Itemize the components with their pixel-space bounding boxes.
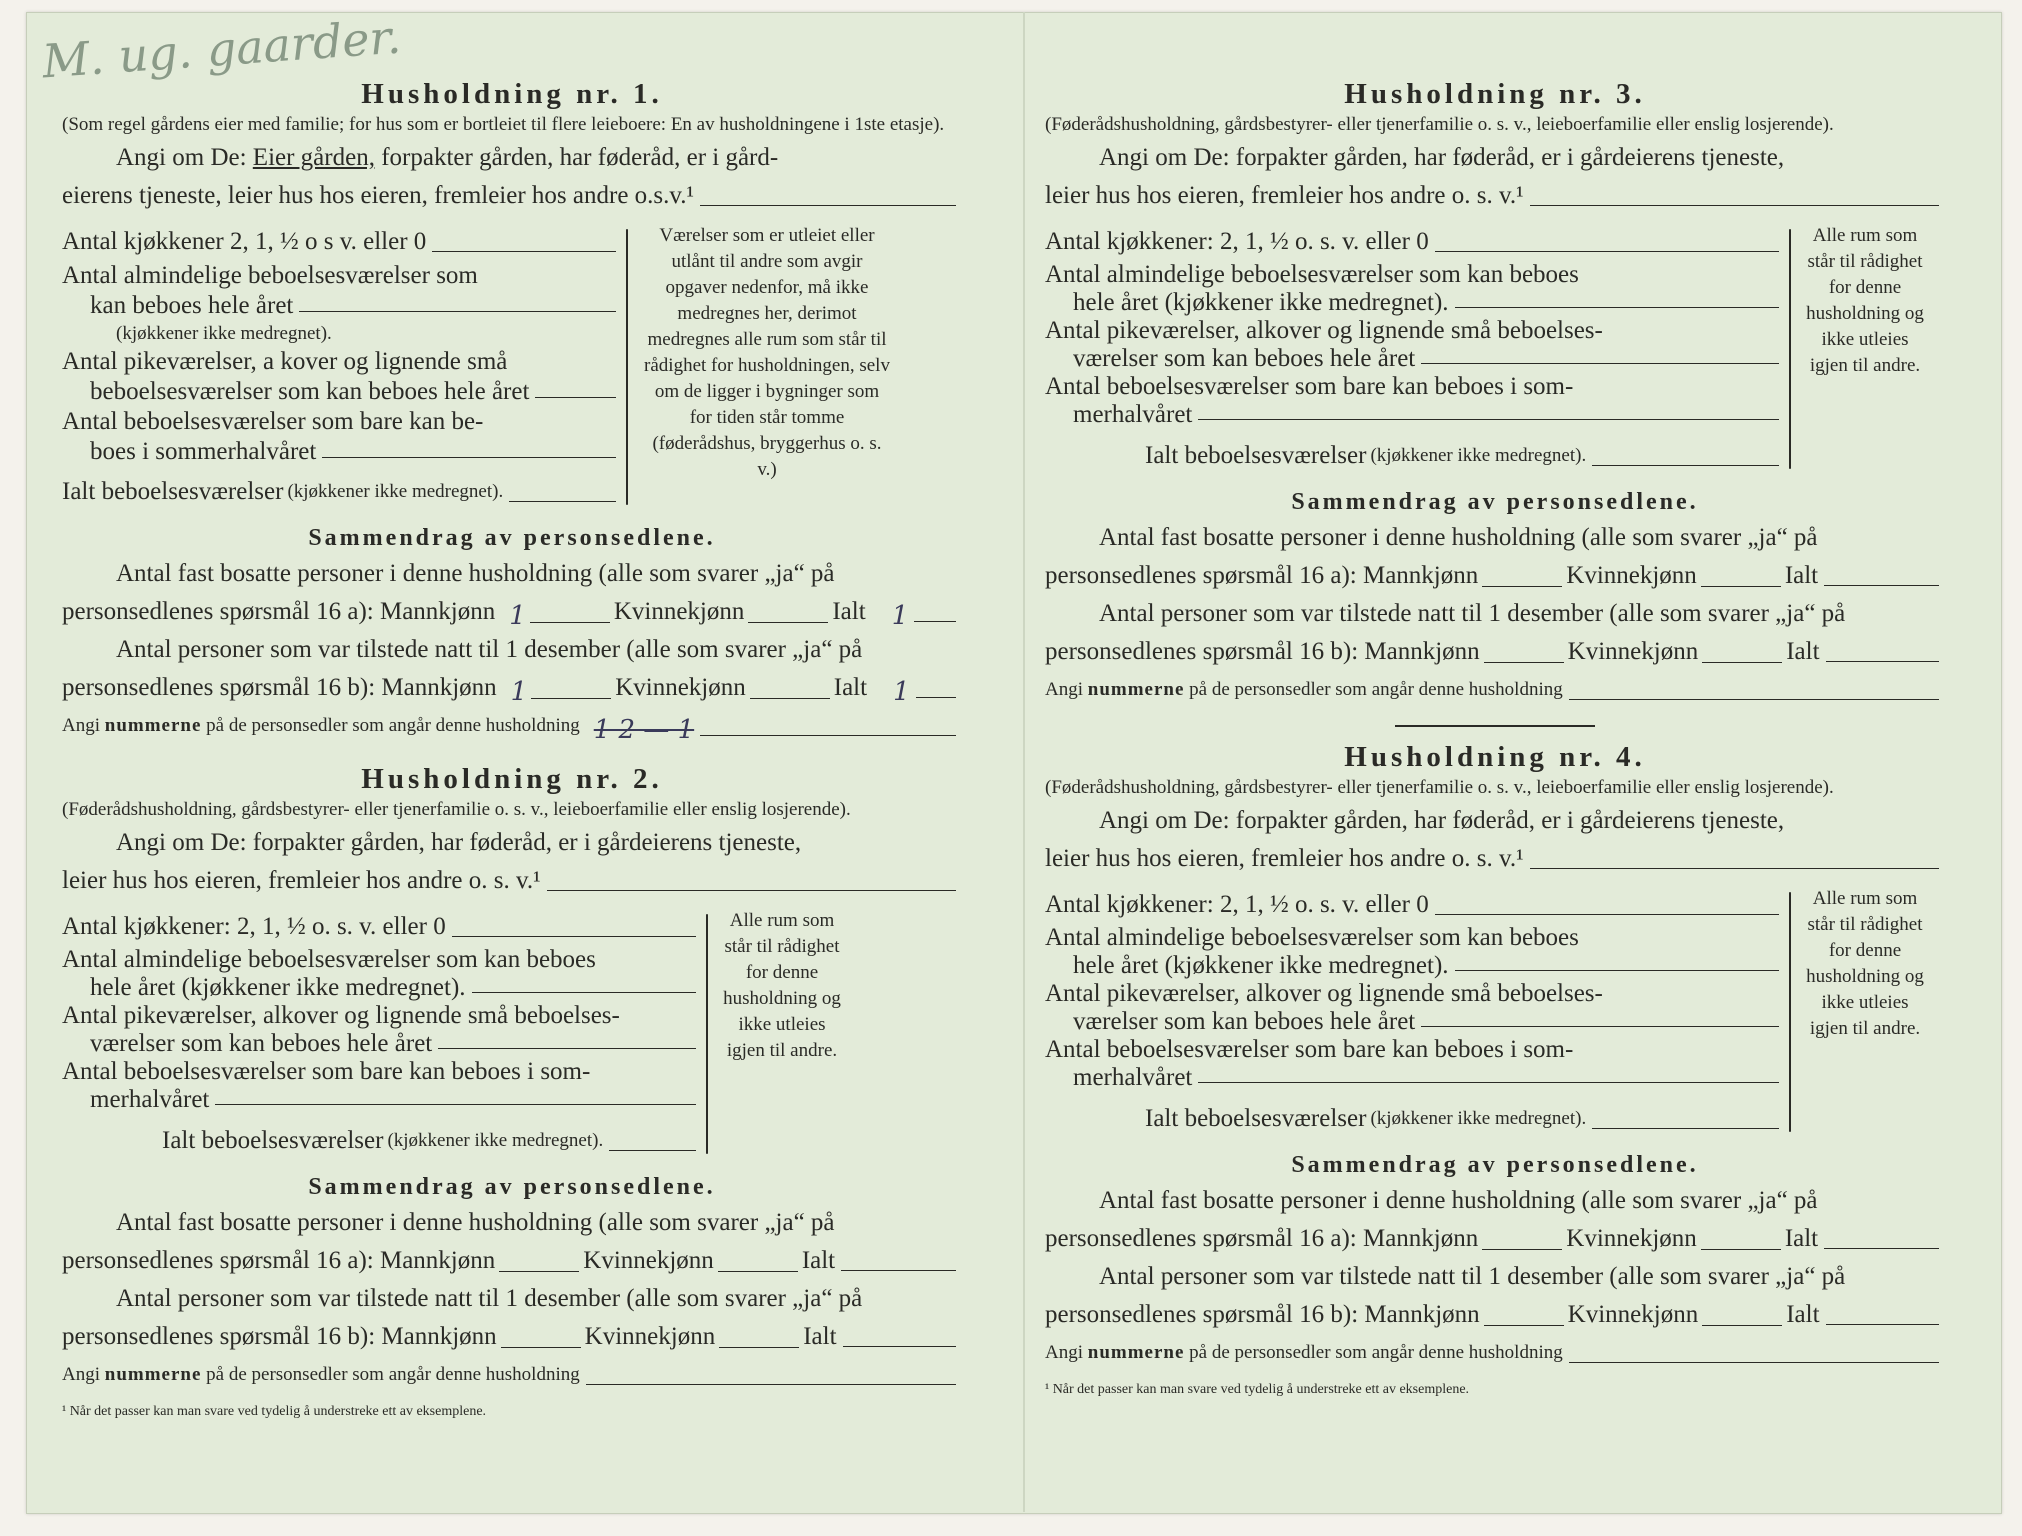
angi-label: Angi om De: (116, 144, 247, 171)
s16b-line1: Antal personer som var tilstede natt til 1 desember (alle som svarer „ja“ på (116, 1285, 863, 1312)
mann-field[interactable] (1484, 1324, 1564, 1326)
s16a-label: personsedlenes spørsmål 16 a): Mannkjønn (1045, 562, 1479, 589)
q-alm-a: Antal almindelige beboelsesværelser som kan beboes (62, 946, 596, 973)
q-somm-b: boes i sommerhalvåret (90, 438, 317, 465)
handwritten-annotation: M. ug. gaarder. (40, 9, 403, 89)
ialt-field[interactable] (916, 696, 956, 698)
brace (1785, 223, 1805, 475)
pike-field[interactable] (1421, 1025, 1779, 1027)
ialt-field[interactable] (509, 500, 616, 502)
kvinne-field[interactable] (1701, 585, 1781, 587)
ialt-note: (kjøkkener ikke medregnet). (1370, 445, 1587, 466)
num-c: på de personsedler som angår denne husholdning (1189, 679, 1563, 700)
hw-16b-ialt: 1 (893, 677, 910, 707)
q-somm-b: merhalvåret (1073, 401, 1193, 428)
ialt-field[interactable] (1592, 1127, 1779, 1129)
q-pike-a: Antal pikeværelser, alkover og lignende små beboelses- (1045, 980, 1603, 1007)
ialt-label: Ialt beboelsesværelser (162, 1127, 384, 1154)
household-2-side-note: Alle rum som står til rådighet for denne husholdning og ikke utleies igjen til andre. (723, 910, 841, 1061)
kvinne-field[interactable] (1701, 1248, 1781, 1250)
household-1-summary-title: Sammendrag av personsedlene. (308, 525, 716, 551)
kjokken-field[interactable] (452, 935, 696, 937)
q-alm-b: hele året (kjøkkener ikke medregnet). (1073, 289, 1449, 316)
ialt-label: Ialt (803, 1323, 837, 1350)
q-kjokken: Antal kjøkkener 2, 1, ½ o s v. eller 0 (62, 228, 427, 255)
ialt-label: Ialt (833, 674, 868, 701)
q-alm-c: (kjøkkener ikke medregnet). (116, 323, 332, 344)
s16b-line2 (62, 669, 962, 707)
q-kjokken: Antal kjøkkener: 2, 1, ½ o. s. v. eller 0 (62, 913, 446, 940)
q-somm-a: Antal beboelsesværelser som bare kan beboes i som- (62, 1058, 591, 1085)
kjokken-field[interactable] (432, 250, 616, 252)
center-fold (1023, 12, 1025, 1512)
q-kjokken: Antal kjøkkener: 2, 1, ½ o. s. v. eller 0 (1045, 891, 1429, 918)
s16a-line1: Antal fast bosatte personer i denne husholdning (alle som svarer „ja“ på (116, 560, 835, 587)
q-pike-a: Antal pikeværelser, alkover og lignende små beboelses- (62, 1002, 620, 1029)
ialt-label: Ialt (1786, 638, 1820, 665)
right-page (1045, 76, 1945, 1398)
q-alm-a: Antal almindelige beboelsesværelser som kan beboes (1045, 261, 1579, 288)
household-4-side-note: Alle rum som står til rådighet for denne husholdning og ikke utleies igjen til andre. (1806, 888, 1924, 1039)
kvinne-label: Kvinnekjønn (613, 598, 745, 625)
q-alm-b: hele året (kjøkkener ikke medregnet). (90, 974, 466, 1001)
household-4-title: Husholdning nr. 4. (1344, 741, 1646, 773)
hw-numbers: 1 2 — 1 (593, 715, 695, 745)
kvinne-label: Kvinnekjønn (583, 1247, 714, 1274)
left-page (62, 76, 962, 1420)
household-3-rooms-block (1045, 223, 1945, 475)
footnote: ¹ Når det passer kan man svare ved tydelig å understreke ett av eksemplene. (1045, 1382, 1470, 1397)
q-alm-a: Antal almindelige beboelsesværelser som (62, 262, 478, 289)
angi-line2-text: eierens tjeneste, leier hus hos eieren, fremleier hos andre o.s.v.¹ (62, 182, 695, 209)
q-alm-b: kan beboes hele året (90, 292, 294, 319)
ialt-note: (kjøkkener ikke medregnet). (1370, 1108, 1587, 1129)
num-b: nummerne (1087, 1342, 1185, 1363)
kvinne-field[interactable] (718, 1270, 798, 1272)
q-pike-a: Antal pikeværelser, a kover og lignende små (62, 348, 508, 375)
num-b: nummerne (104, 1364, 202, 1385)
kvinne-label: Kvinnekjønn (584, 1323, 716, 1350)
kvinne-label: Kvinnekjønn (1566, 1225, 1697, 1252)
household-3-summary-title: Sammendrag av personsedlene. (1291, 489, 1699, 515)
kvinne-field[interactable] (750, 697, 830, 699)
q-pike-b: værelser som kan beboes hele året (1073, 345, 1416, 372)
q-somm-a: Antal beboelsesværelser som bare kan be- (62, 408, 484, 435)
household-3-questions (1045, 223, 1785, 475)
ialt-field[interactable] (1592, 464, 1779, 466)
s16b-line1: Antal personer som var tilstede natt til 1 desember (alle som svarer „ja“ på (116, 636, 863, 663)
mann-field[interactable] (499, 1270, 579, 1272)
ialt-field[interactable] (843, 1345, 956, 1347)
mann-field[interactable] (501, 1346, 581, 1348)
household-1-title: Husholdning nr. 1. (361, 78, 663, 110)
kvinne-field[interactable] (719, 1346, 799, 1348)
ialt-field[interactable] (1826, 1323, 1939, 1325)
answer-line[interactable] (1530, 867, 1939, 869)
ialt-field[interactable] (914, 620, 956, 622)
num-b: nummerne (104, 715, 202, 736)
household-1-angi-line2 (62, 177, 962, 215)
kjokken-field[interactable] (1435, 250, 1779, 252)
household-4-note: (Føderådshusholdning, gårdsbestyrer- eller tjenerfamilie o. s. v., leieboerfamilie eller enslig losjerende). (1045, 777, 1834, 798)
ialt-label: Ialt beboelsesværelser (1145, 442, 1367, 469)
s16a-line2 (62, 593, 962, 631)
num-a: Angi (1045, 1342, 1083, 1363)
somm-field[interactable] (1198, 1081, 1779, 1083)
ialt-label: Ialt beboelsesværelser (1145, 1105, 1367, 1132)
ialt-field[interactable] (609, 1149, 696, 1151)
hw-16a-mann: 1 (509, 601, 526, 631)
household-1-angi-line1 (62, 139, 962, 177)
pike-field[interactable] (535, 396, 616, 398)
household-4-angi-line2: leier hus hos eieren, fremleier hos andre o. s. v.¹ (1045, 845, 1524, 872)
num-a: Angi (62, 715, 100, 736)
answer-line[interactable] (547, 889, 956, 891)
brace (1785, 886, 1805, 1138)
pike-field[interactable] (1421, 362, 1779, 364)
household-4-questions (1045, 886, 1785, 1138)
ialt-label: Ialt (801, 1247, 836, 1274)
ialt-field[interactable] (841, 1269, 956, 1271)
ialt-label: Ialt beboelsesværelser (62, 478, 284, 505)
mann-field[interactable] (1482, 585, 1562, 587)
num-b: nummerne (1087, 679, 1185, 700)
ialt-label: Ialt (1786, 1301, 1820, 1328)
s16a-line1: Antal fast bosatte personer i denne husholdning (alle som svarer „ja“ på (1099, 524, 1818, 551)
ialt-label: Ialt (832, 598, 866, 625)
household-2-angi-line1: Angi om De: forpakter gården, har føderåd, er i gårdeierens tjeneste, (116, 829, 802, 856)
somm-field[interactable] (322, 456, 616, 458)
mann-field[interactable] (531, 697, 611, 699)
household-2-note: (Føderådshusholdning, gårdsbestyrer- eller tjenerfamilie o. s. v., leieboerfamilie eller enslig losjerende). (62, 799, 851, 820)
num-c: på de personsedler som angår denne husholdning (1189, 1342, 1563, 1363)
household-2-summary-title: Sammendrag av personsedlene. (308, 1174, 716, 1200)
kjokken-field[interactable] (1435, 913, 1779, 915)
mann-field[interactable] (530, 621, 610, 623)
numbers-field[interactable] (586, 1383, 956, 1385)
ialt-note: (kjøkkener ikke medregnet). (287, 481, 504, 502)
household-3-note: (Føderådshusholdning, gårdsbestyrer- eller tjenerfamilie o. s. v., leieboerfamilie eller enslig losjerende). (1045, 114, 1834, 135)
household-2-angi-line2: leier hus hos eieren, fremleier hos andre o. s. v.¹ (62, 867, 541, 894)
household-1-numbers (62, 707, 962, 745)
s16a-line1: Antal fast bosatte personer i denne husholdning (alle som svarer „ja“ på (116, 1209, 835, 1236)
q-kjokken: Antal kjøkkener: 2, 1, ½ o. s. v. eller 0 (1045, 228, 1429, 255)
numbers-field[interactable] (1569, 698, 1939, 700)
alm-field[interactable] (1455, 306, 1779, 308)
household-2-title: Husholdning nr. 2. (361, 763, 663, 795)
q-somm-b: merhalvåret (1073, 1064, 1193, 1091)
household-2-rooms-block (62, 908, 962, 1160)
s16b-label: personsedlenes spørsmål 16 b): Mannkjønn (62, 1323, 497, 1350)
mann-field[interactable] (1484, 661, 1564, 663)
household-3-angi-line1: Angi om De: forpakter gården, har føderåd, er i gårdeierens tjeneste, (1099, 144, 1785, 171)
answer-line[interactable] (1530, 204, 1939, 206)
somm-field[interactable] (215, 1103, 696, 1105)
numbers-field[interactable] (700, 734, 956, 736)
q-alm-a: Antal almindelige beboelsesværelser som kan beboes (1045, 924, 1579, 951)
numbers-field[interactable] (1569, 1361, 1939, 1363)
household-2-questions (62, 908, 702, 1160)
ialt-field[interactable] (1824, 584, 1939, 586)
s16a-label: personsedlenes spørsmål 16 a): Mannkjønn (62, 598, 496, 625)
num-c: på de personsedler som angår denne husholdning (206, 715, 580, 736)
footnote: ¹ Når det passer kan man svare ved tydelig å understreke ett av eksemplene. (62, 1404, 487, 1419)
q-somm-a: Antal beboelsesværelser som bare kan beboes i som- (1045, 1036, 1574, 1063)
household-1-rooms-block (62, 223, 962, 511)
household-3-title: Husholdning nr. 3. (1344, 78, 1646, 110)
hw-16b-mann: 1 (510, 677, 528, 707)
household-1-note: (Som regel gårdens eier med familie; for hus som er bortleiet til flere leieboere: En av husholdningene i 1ste etasje). (62, 114, 945, 135)
q-pike-a: Antal pikeværelser, alkover og lignende små beboelses- (1045, 317, 1603, 344)
kvinne-label: Kvinnekjønn (1567, 638, 1699, 665)
ialt-label: Ialt (1784, 562, 1819, 589)
mann-field[interactable] (1482, 1248, 1562, 1250)
ialt-label: Ialt (1784, 1225, 1819, 1252)
s16a-label: personsedlenes spørsmål 16 a): Mannkjønn (1045, 1225, 1479, 1252)
q-somm-a: Antal beboelsesværelser som bare kan beboes i som- (1045, 373, 1574, 400)
household-3-side-note: Alle rum som står til rådighet for denne husholdning og ikke utleies igjen til andre. (1806, 225, 1924, 376)
q-alm-b: hele året (kjøkkener ikke medregnet). (1073, 952, 1449, 979)
num-a: Angi (62, 1364, 100, 1385)
ialt-field[interactable] (1826, 660, 1939, 662)
kvinne-label: Kvinnekjønn (1567, 1301, 1699, 1328)
alm-field[interactable] (472, 991, 696, 993)
alm-field[interactable] (299, 310, 616, 312)
household-1-questions (62, 223, 622, 511)
q-pike-b: beboelsesværelser som kan beboes hele året (90, 378, 530, 405)
household-3-angi-line2: leier hus hos eieren, fremleier hos andre o. s. v.¹ (1045, 182, 1524, 209)
pike-field[interactable] (438, 1047, 696, 1049)
ialt-note: (kjøkkener ikke medregnet). (387, 1130, 604, 1151)
s16a-label: personsedlenes spørsmål 16 a): Mannkjønn (62, 1247, 496, 1274)
brace (622, 223, 642, 511)
num-a: Angi (1045, 679, 1083, 700)
ialt-field[interactable] (1824, 1247, 1939, 1249)
answer-line[interactable] (700, 204, 956, 206)
s16b-label: personsedlenes spørsmål 16 b): Mannkjønn (62, 674, 497, 701)
q-pike-b: værelser som kan beboes hele året (1073, 1008, 1416, 1035)
s16b-label: personsedlenes spørsmål 16 b): Mannkjønn (1045, 1301, 1480, 1328)
s16b-line1: Antal personer som var tilstede natt til 1 desember (alle som svarer „ja“ på (1099, 600, 1846, 627)
alm-field[interactable] (1455, 969, 1779, 971)
angi-rest: forpakter gården, har føderåd, er i gård- (381, 144, 779, 171)
household-4-summary-title: Sammendrag av personsedlene. (1291, 1152, 1699, 1178)
num-c: på de personsedler som angår denne husholdning (206, 1364, 580, 1385)
kvinne-field[interactable] (748, 621, 828, 623)
q-somm-b: merhalvåret (90, 1086, 210, 1113)
section-divider (1395, 725, 1595, 727)
kvinne-field[interactable] (1702, 1324, 1782, 1326)
hw-16a-ialt: 1 (891, 601, 909, 631)
brace (702, 908, 722, 1160)
eier-garden-underlined: Eier gården, (252, 144, 375, 171)
kvinne-field[interactable] (1702, 661, 1782, 663)
household-1-side-note: Værelser som er utleiet eller utlånt til andre som avgir opgaver nedenfor, må ikke medregnes her, derimot medregnes alle rum som står til rådighet for husholdningen, selv om de ligger i bygninger som for tiden står tomme (føderådshus, bryggerhus o. s. v.) (644, 225, 890, 480)
household-4-angi-line1: Angi om De: forpakter gården, har føderåd, er i gårdeierens tjeneste, (1099, 807, 1785, 834)
s16b-label: personsedlenes spørsmål 16 b): Mannkjønn (1045, 638, 1480, 665)
s16a-line1: Antal fast bosatte personer i denne husholdning (alle som svarer „ja“ på (1099, 1187, 1818, 1214)
somm-field[interactable] (1198, 418, 1779, 420)
kvinne-label: Kvinnekjønn (615, 674, 746, 701)
kvinne-label: Kvinnekjønn (1566, 562, 1697, 589)
q-pike-b: værelser som kan beboes hele året (90, 1030, 433, 1057)
household-4-rooms-block (1045, 886, 1945, 1138)
s16b-line1: Antal personer som var tilstede natt til 1 desember (alle som svarer „ja“ på (1099, 1263, 1846, 1290)
